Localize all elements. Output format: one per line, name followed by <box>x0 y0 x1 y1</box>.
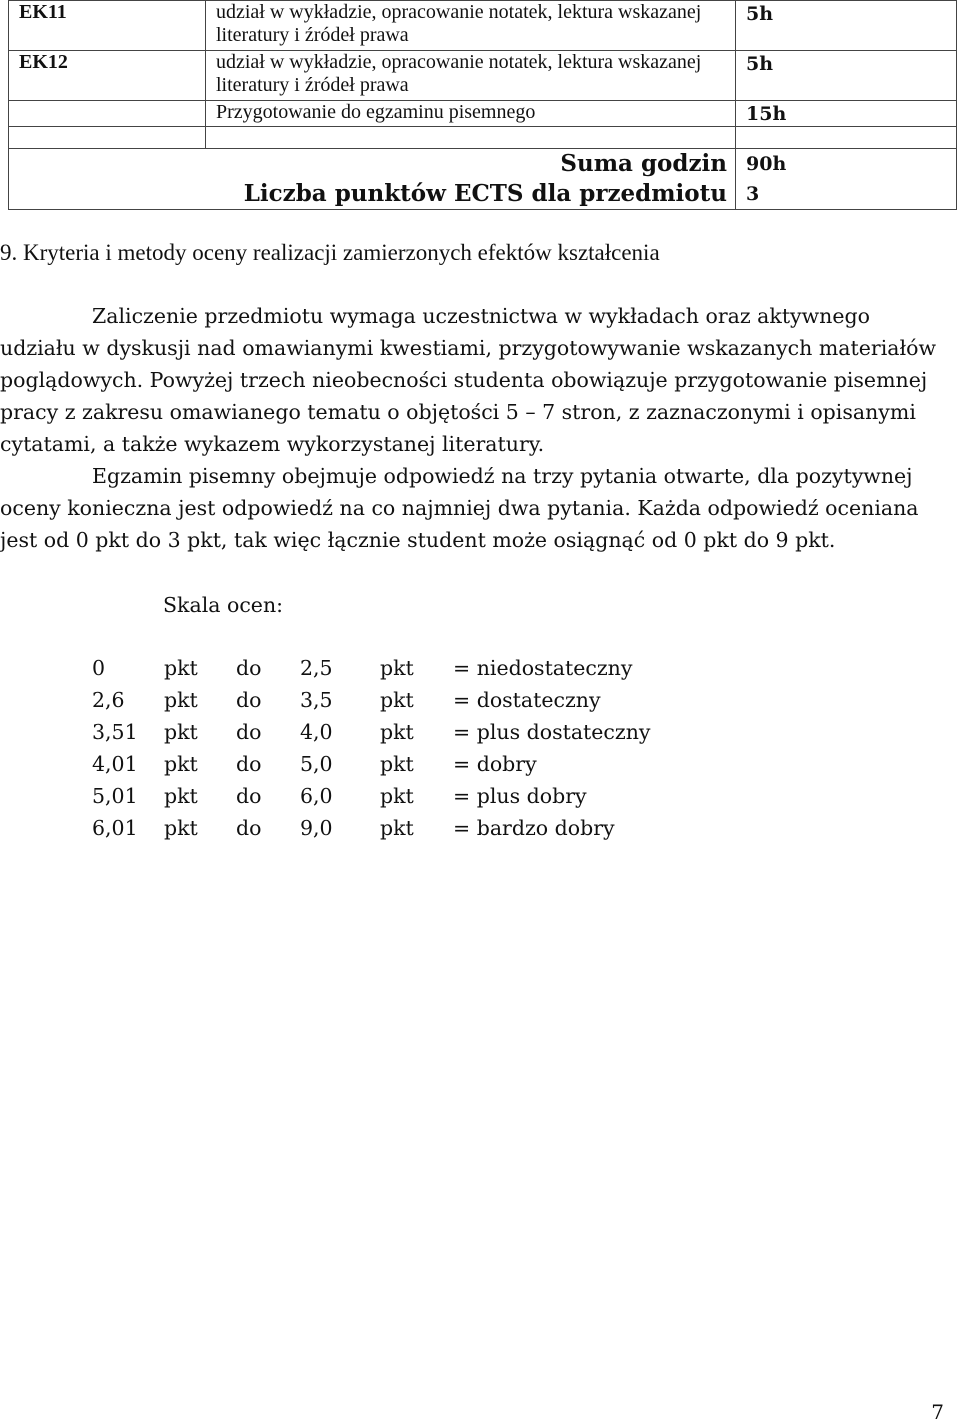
ects-value: 3 <box>746 183 760 205</box>
workload-table <box>8 0 957 210</box>
range-separator: do <box>236 752 262 776</box>
activity-description <box>206 127 736 149</box>
range-from: 3,51 <box>92 720 138 744</box>
range-from: 4,01 <box>92 752 138 776</box>
effect-code <box>9 101 206 127</box>
paragraph-attendance: Zaliczenie przedmiotu wymaga uczestnictwa w wykładach oraz aktywnego udziału w dyskusji nad omawianymi kwestiami, przygotowywanie wskazanych materiałów poglądowych. Powyżej trzech nieobecności studenta obowiązuje przygotowanie pisemnej pracy z zakresu omawianego tematu o objętości 5 – 7 stron, z zaznaczonymi i opisanymi cytatami, a także wykazem wykorzystanej literatury. <box>0 304 937 456</box>
range-to: 2,5 <box>300 656 333 680</box>
hours-value <box>736 127 957 149</box>
range-to: 4,0 <box>300 720 333 744</box>
hours-value: 15h <box>736 101 957 127</box>
scale-title: Skala ocen: <box>163 593 284 617</box>
range-from: 2,6 <box>92 688 125 712</box>
page-number: 7 <box>931 1400 944 1424</box>
effect-code <box>9 127 206 149</box>
range-to: 5,0 <box>300 752 333 776</box>
assessment-text <box>0 300 950 556</box>
grade-label: = niedostateczny <box>453 656 633 680</box>
grade-label: = dobry <box>453 752 537 776</box>
effect-code: EK12 <box>9 51 206 101</box>
grade-label: = plus dobry <box>453 784 587 808</box>
grade-label: = dostateczny <box>453 688 601 712</box>
unit-label: pkt <box>164 752 198 776</box>
range-to: 3,5 <box>300 688 333 712</box>
unit-label: pkt <box>380 688 414 712</box>
activity-description: udział w wykładzie, opracowanie notatek, lektura wskazanej literatury i źródeł prawa <box>206 51 736 101</box>
sum-label <box>9 149 736 210</box>
range-separator: do <box>236 720 262 744</box>
range-to: 9,0 <box>300 816 333 840</box>
unit-label: pkt <box>380 784 414 808</box>
table-row <box>9 1 957 51</box>
unit-label: pkt <box>164 816 198 840</box>
activity-description: Przygotowanie do egzaminu pisemnego <box>206 101 736 127</box>
grade-label: = plus dostateczny <box>453 720 651 744</box>
activity-description: udział w wykładzie, opracowanie notatek, lektura wskazanej literatury i źródeł prawa <box>206 1 736 51</box>
range-to: 6,0 <box>300 784 333 808</box>
table-row <box>9 101 957 127</box>
unit-label: pkt <box>164 720 198 744</box>
hours-value: 5h <box>736 51 957 101</box>
section-heading: 9. Kryteria i metody oceny realizacji zamierzonych efektów kształcenia <box>0 240 660 265</box>
range-from: 6,01 <box>92 816 138 840</box>
range-from: 0 <box>92 656 106 680</box>
table-row <box>9 127 957 149</box>
range-separator: do <box>236 816 262 840</box>
unit-label: pkt <box>380 656 414 680</box>
grade-label: = bardzo dobry <box>453 816 615 840</box>
range-separator: do <box>236 784 262 808</box>
summary-row <box>9 149 957 210</box>
unit-label: pkt <box>164 784 198 808</box>
unit-label: pkt <box>380 720 414 744</box>
unit-label: pkt <box>164 688 198 712</box>
table-row <box>9 51 957 101</box>
range-from: 5,01 <box>92 784 138 808</box>
hours-value: 5h <box>736 1 957 51</box>
sum-hours-value: 90h <box>746 153 787 175</box>
unit-label: pkt <box>164 656 198 680</box>
effect-code: EK11 <box>9 1 206 51</box>
paragraph-exam: Egzamin pisemny obejmuje odpowiedź na trzy pytania otwarte, dla pozytywnej oceny konieczna jest odpowiedź na co najmniej dwa pytania. Każda odpowiedź oceniana jest od 0 pkt do 3 pkt, tak więc łącznie student może osiągnąć od 0 pkt do 9 pkt. <box>0 464 919 552</box>
sum-hours-label: Suma godzin <box>560 150 727 177</box>
unit-label: pkt <box>380 816 414 840</box>
range-separator: do <box>236 688 262 712</box>
summary-values <box>736 149 957 210</box>
range-separator: do <box>236 656 262 680</box>
unit-label: pkt <box>380 752 414 776</box>
ects-label: Liczba punktów ECTS dla przedmiotu <box>243 180 727 207</box>
